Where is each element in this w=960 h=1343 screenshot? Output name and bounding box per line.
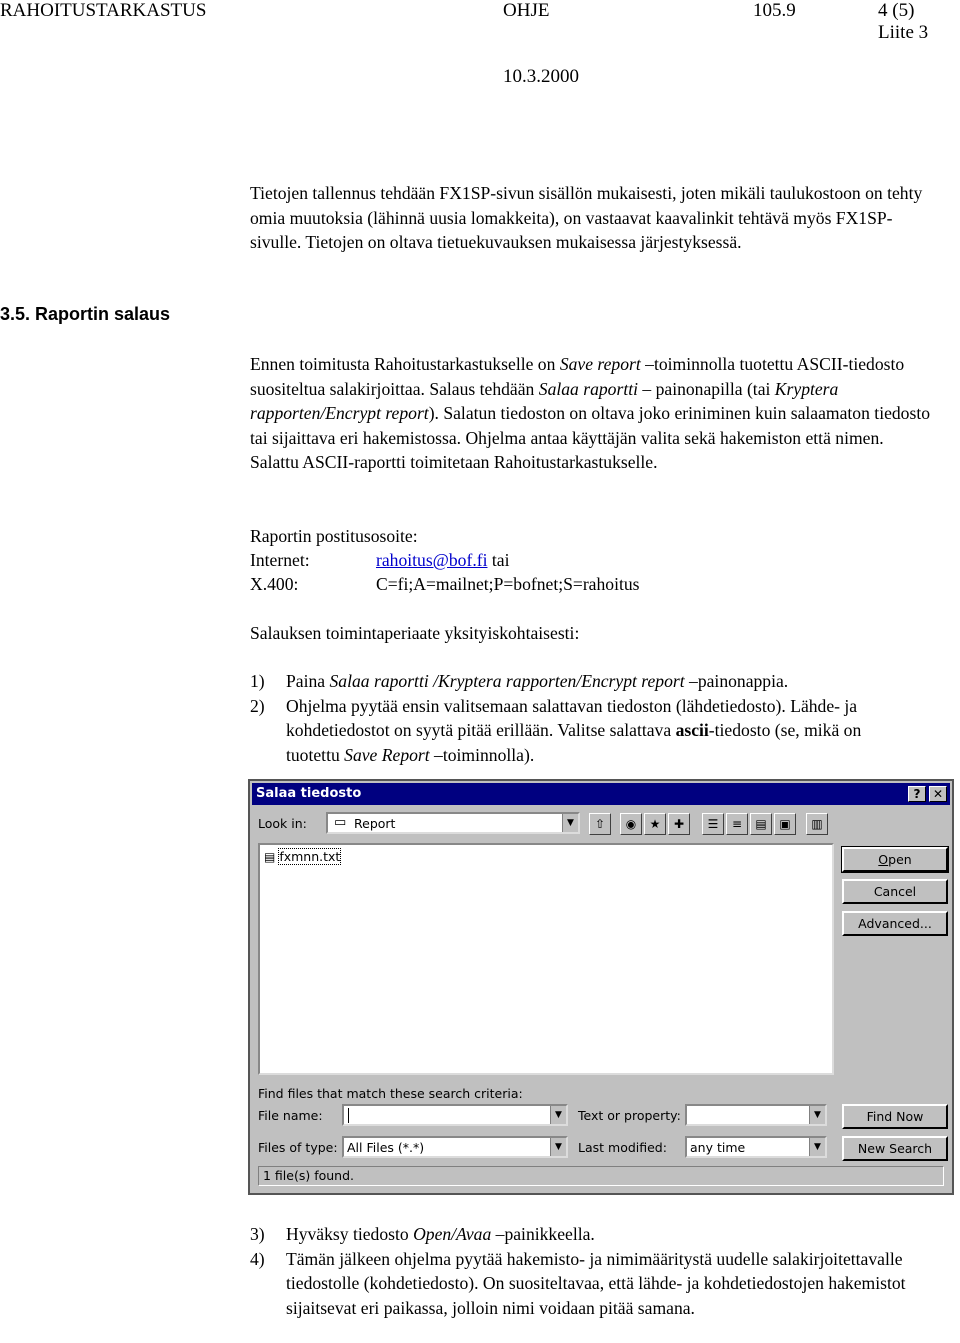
text-property-label: Text or property: — [578, 1108, 681, 1123]
close-button[interactable]: ✕ — [929, 786, 947, 802]
list-item: 1) Paina Salaa raportti /Kryptera rapporten/Encrypt report –painonappia. — [250, 671, 789, 691]
last-modified-select[interactable]: any time ▼ — [685, 1136, 827, 1158]
x400-label: X.400: — [250, 574, 299, 594]
new-search-button[interactable]: New Search — [842, 1136, 948, 1161]
chevron-down-icon: ▼ — [550, 1138, 566, 1156]
header-date: 10.3.2000 — [503, 66, 579, 87]
find-now-button[interactable]: Find Now — [842, 1104, 948, 1129]
address-heading: Raportin postitusosoite: — [250, 526, 418, 546]
list-item: 3) Hyväksy tiedosto Open/Avaa –painikkeella. — [250, 1224, 595, 1244]
list-view-icon[interactable]: ☰ — [702, 813, 724, 835]
list-item: 4) Tämän jälkeen ohjelma pyytää hakemisto- ja nimimääritystä uudelle salakirjoitettavalle tiedostolle (kohdetiedosto). On suositeltavaa, että lähde- ja kohdetiedostojen hakemistot sijaitsevat eri paikassa, jolloin nimi voidaan pitää samana. — [250, 1248, 906, 1318]
list-item: 2) Ohjelma pyytää ensin valitsemaan salattavan tiedoston (lähdetiedosto). Lähde- ja kohdetiedostot on syytä pitää erillään. Valitse salattava ascii-tiedosto (se, mikä on tuotettu Save Report –toiminnolla). — [250, 695, 862, 765]
web-search-icon[interactable]: ◉ — [620, 813, 642, 835]
header-org: RAHOITUSTARKASTUS — [0, 0, 207, 21]
text-property-input[interactable] — [685, 1104, 827, 1126]
address-internet-row: Internet: rahoitus@bof.fi tai — [250, 550, 510, 570]
commands-icon[interactable]: ▥ — [806, 813, 828, 835]
last-modified-label: Last modified: — [578, 1140, 667, 1155]
steps-top — [250, 669, 930, 767]
files-of-type-label: Files of type: — [258, 1140, 338, 1155]
chevron-down-icon: ▼ — [809, 1138, 825, 1156]
find-heading: Find files that match these search criteria: — [258, 1086, 523, 1101]
encryption-paragraph: Ennen toimitusta Rahoitustarkastukselle on Save report –toiminnolla tuotettu ASCII-tiedosto suositeltua salakirjoittaa. Salaus tehdään Salaa raportti – painonapilla (tai Kryptera rapporten/Encrypt report). Salatun tiedoston on oltava joko eriniminen kuin salaamaton tiedosto tai sijaittava eri hakemistossa. Ohjelma antaa käyttäjän valita sekä hakemiston että nimen. Salattu ASCII-raportti toimitetaan Rahoitustarkastukselle. — [250, 354, 931, 472]
section-title: 3.5. Raportin salaus — [0, 304, 171, 324]
preview-view-icon[interactable]: ▣ — [774, 813, 796, 835]
header-doc-type: OHJE — [503, 0, 550, 21]
address-x400-row — [250, 572, 640, 596]
header-page: 4 (5) — [878, 0, 915, 21]
status-bar — [258, 1166, 944, 1186]
open-button[interactable]: Open — [842, 847, 948, 872]
cancel-button[interactable]: Cancel — [842, 879, 948, 904]
internet-label: Internet: — [250, 550, 310, 570]
header-appendix: Liite 3 — [878, 22, 929, 43]
status-text: 1 file(s) found. — [263, 1168, 355, 1183]
x400-value: C=fi;A=mailnet;P=bofnet;S=rahoitus — [376, 574, 640, 594]
file-name-input[interactable] — [342, 1104, 568, 1126]
chevron-down-icon: ▼ — [809, 1106, 825, 1124]
file-list[interactable] — [258, 843, 834, 1075]
advanced-button[interactable]: Advanced... — [842, 911, 948, 936]
properties-view-icon[interactable]: ▤ — [750, 813, 772, 835]
details-view-icon[interactable]: ≡ — [726, 813, 748, 835]
up-folder-icon[interactable]: ⇧ — [589, 813, 611, 835]
file-name-label: File name: — [258, 1108, 323, 1123]
look-in-label: Look in: — [258, 816, 307, 831]
folder-icon: ▭ — [334, 815, 347, 830]
dialog-title: Salaa tiedosto — [256, 786, 362, 801]
principle-heading: Salauksen toimintaperiaate yksityiskohtaisesti: — [250, 623, 580, 643]
files-of-type-select[interactable]: All Files (*.*) ▼ — [342, 1136, 568, 1158]
header-code: 105.9 — [753, 0, 796, 21]
dialog-titlebar — [252, 783, 950, 805]
text-cursor — [348, 1108, 349, 1123]
add-favorite-icon[interactable]: ✚ — [668, 813, 690, 835]
chevron-down-icon: ▼ — [550, 1106, 566, 1124]
intro-paragraph: Tietojen tallennus tehdään FX1SP-sivun sisällön mukaisesti, joten mikäli taulukostoon on tehty omia muutoksia (lähinnä uusia lomakkeita), on vastaavat kaavalinkit tehtävä myös FX1SP-sivulle. Tietojen on oltava tietuekuvauksen mukaisessa järjestyksessä. — [250, 183, 923, 252]
list-item[interactable]: ▤ fxmnn.txt — [264, 849, 341, 864]
help-button[interactable]: ? — [908, 786, 926, 802]
steps-bottom — [250, 1222, 930, 1320]
chevron-down-icon: ▼ — [562, 814, 578, 832]
text-file-icon: ▤ — [264, 850, 276, 864]
look-in-select[interactable]: ▭ Report ▼ — [326, 812, 580, 834]
favorites-icon[interactable]: ★ — [644, 813, 666, 835]
encrypt-file-dialog — [248, 779, 954, 1195]
email-link[interactable]: rahoitus@bof.fi — [376, 550, 488, 570]
